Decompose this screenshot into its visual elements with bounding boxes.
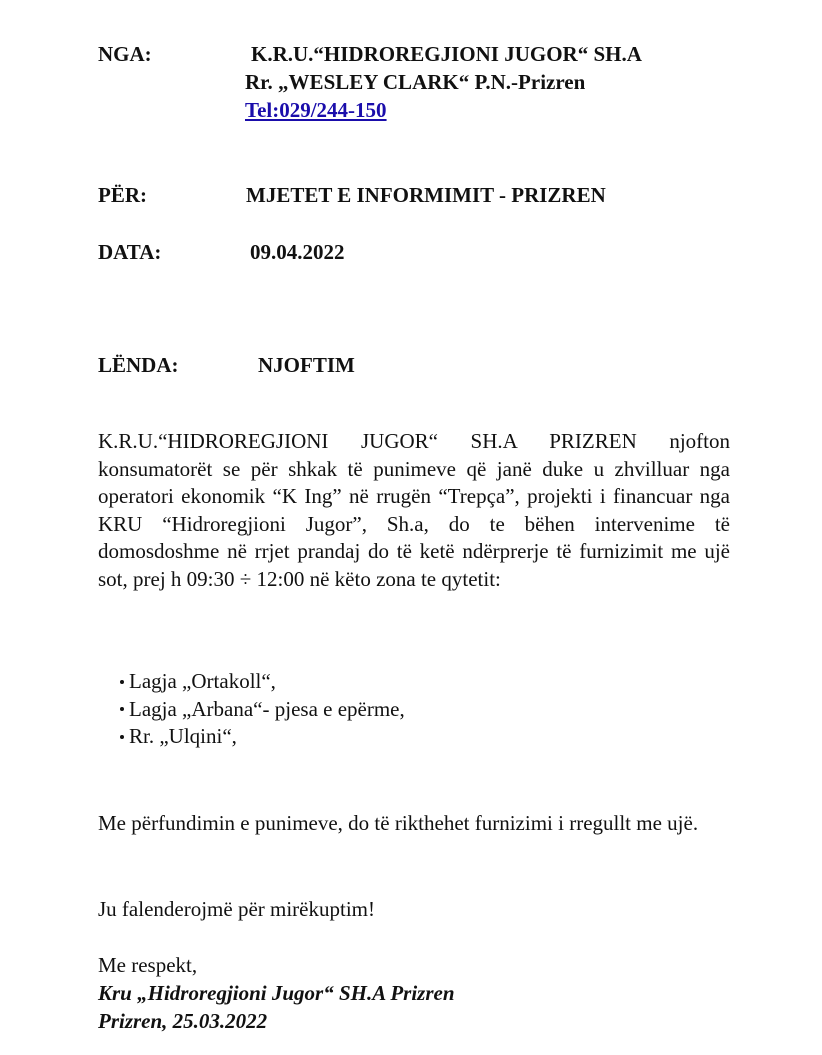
list-item <box>120 668 405 696</box>
date-value: 09.04.2022 <box>250 240 345 264</box>
zones-list <box>120 668 405 751</box>
zone-text: Rr. „Ulqini“, <box>129 724 237 748</box>
notice-paragraph: K.R.U.“HIDROREGJIONI JUGOR“ SH.A PRIZREN njofton konsumatorët se për shkak të punimeve që janë duke u zhvilluar nga operatori ekonomik “K Ing” në rrugën “Trepça”, projekti i financuar nga KRU “Hidroregjioni Jugor”, Sh.a, do te bëhen intervenime të domosdoshme në rrjet prandaj do të ketë ndërprerje të furnizimit me ujë sot, prej h 09:30 ÷ 12:00 në këto zona te qytetit: <box>98 429 730 591</box>
thanks-paragraph: Ju falenderojmë për mirëkuptim! <box>98 897 375 921</box>
completion-paragraph: Me përfundimin e punimeve, do të rikthehet furnizimi i rregullt me ujë. <box>98 811 699 835</box>
subject-value: NJOFTIM <box>258 353 355 377</box>
bullet-icon <box>120 707 124 711</box>
phone-link[interactable]: Tel:029/244-150 <box>245 98 387 122</box>
from-label: NGA: <box>98 42 152 66</box>
from-address: Rr. „WESLEY CLARK“ P.N.-Prizren <box>245 70 586 94</box>
bullet-icon <box>120 680 124 684</box>
signature-place-date: Prizren, 25.03.2022 <box>98 1009 268 1033</box>
signature-org: Kru „Hidroregjioni Jugor“ SH.A Prizren <box>98 981 455 1005</box>
zone-text: Lagja „Ortakoll“, <box>129 669 276 693</box>
from-org: K.R.U.“HIDROREGJIONI JUGOR“ SH.A <box>251 42 642 66</box>
subject-label: LËNDA: <box>98 353 179 377</box>
list-item <box>120 723 405 751</box>
to-label: PËR: <box>98 183 147 207</box>
list-item <box>120 696 405 724</box>
bullet-icon <box>120 735 124 739</box>
date-label: DATA: <box>98 240 162 264</box>
to-value: MJETET E INFORMIMIT - PRIZREN <box>246 183 606 207</box>
zone-text: Lagja „Arbana“- pjesa e epërme, <box>129 696 405 721</box>
closing-text: Me respekt, <box>98 953 198 977</box>
